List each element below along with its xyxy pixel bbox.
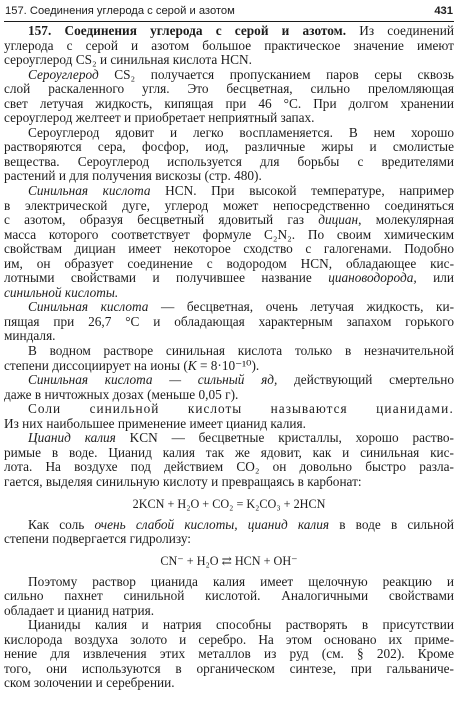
text-run: 157. Соединения углерода с серой и азотом. — [28, 23, 347, 38]
text-run: того, они используются в органическом синтезе, при гальваниче- — [4, 660, 454, 676]
text-run: в электрической дуге, углерод может непосредственно соединяться — [4, 197, 454, 213]
text-run: Синильная кислота — сильный яд, — [28, 372, 278, 388]
text-line — [4, 228, 454, 243]
text-line — [4, 388, 454, 403]
text-run: даже в ничтожных дозах (меньше 0,05 г). — [4, 386, 239, 402]
text-run: CS₂ получается пропусканием паров серы сквозь — [98, 66, 454, 82]
body-text — [4, 24, 454, 691]
equation — [4, 547, 454, 575]
text-line — [4, 300, 454, 315]
text-run: Цианиды калия и натрия способны растворять в присутствии — [28, 617, 454, 633]
text-run: , молекулярная — [358, 212, 454, 228]
text-line — [4, 633, 454, 648]
text-line — [4, 589, 454, 604]
text-line — [4, 155, 454, 170]
text-line — [4, 82, 454, 97]
text-line — [4, 53, 454, 68]
text-run: сероуглерод CS₂ и синильная кислота HCN. — [4, 52, 252, 68]
text-line — [4, 431, 454, 446]
text-run: им, он образует соединение с водородом HCN, обладающее кис- — [4, 255, 454, 271]
text-line — [4, 647, 454, 662]
text-run: В водном растворе синильная кислота только в незначительной — [28, 343, 454, 359]
text-line — [4, 662, 454, 677]
text-run: действующий смертельно — [277, 372, 454, 388]
text-run: углерода с серой и азотом большое практическое значение имеют — [4, 37, 454, 53]
text-run: Соли синильной кислоты называются — [28, 401, 377, 417]
text-line — [4, 373, 454, 388]
text-run: гается, выделяя синильную кислоту и превращаясь в карбонат: — [4, 473, 362, 489]
text-run: Сероуглерод ядовит и легко воспламеняется. В нем хорошо — [28, 124, 454, 140]
text-line — [4, 271, 454, 286]
text-run: сероуглерод желтеет и приобретает неприятный запах. — [4, 110, 315, 126]
text-line — [4, 446, 454, 461]
text-line — [4, 604, 454, 619]
equation — [4, 490, 454, 518]
text-run: свет летучая жидкость, кипящая при 46 °С. При долгом хранении — [4, 95, 454, 111]
text-run: лотными свойствами и получившее название — [4, 270, 329, 286]
text-run: масса которого соответствует формуле C₂N₂. По своим химическим — [4, 226, 454, 242]
text-line — [4, 475, 454, 490]
text-run: Из них наибольшее применение имеет цианид калия. — [4, 415, 306, 431]
text-run: миндаля. — [4, 328, 56, 344]
text-line — [4, 518, 454, 533]
text-line — [4, 24, 454, 39]
text-run: Синильная кислота — [28, 299, 149, 315]
text-run: кислорода воздуха золото и серебро. На этом основано их приме- — [4, 631, 454, 647]
text-run: сильно пахнет синильной кислотой. Аналогичными свойствами — [4, 588, 454, 604]
text-line — [4, 329, 454, 344]
text-run: Цианид калия — [28, 430, 116, 446]
text-run: HCN. При высокой температуре, например — [150, 183, 454, 199]
text-run: KCN — бесцветные кристаллы, хорошо раство- — [115, 430, 454, 446]
text-run: Синильная кислота — [28, 183, 151, 199]
text-line — [4, 344, 454, 359]
text-line — [4, 417, 454, 432]
text-line — [4, 184, 454, 199]
text-line — [4, 68, 454, 83]
text-run: синильной кислоты. — [4, 284, 119, 300]
text-line — [4, 359, 454, 374]
text-run: = 8·10⁻¹⁰). — [196, 357, 260, 373]
text-run: циановодорода, — [328, 270, 417, 286]
text-run: обладает и цианид натрия. — [4, 602, 155, 618]
text-run: слой раскаленного угля. Это бесцветная, сильно преломляющая — [4, 81, 454, 97]
text-line — [4, 575, 454, 590]
text-run: растворяются сера, фосфор, иод, различные жиры и смолистые — [4, 139, 454, 155]
text-run: степени подвергается гидролизу: — [4, 531, 192, 547]
text-run: — бесцветная, очень летучая жидкость, ки- — [148, 299, 454, 315]
text-run: цианидами. — [376, 401, 454, 417]
text-line — [4, 460, 454, 475]
text-run: K — [187, 357, 197, 373]
text-line — [4, 676, 454, 691]
text-run: пящая при 26,7 °С и обладающая характерным запахом горького — [4, 313, 454, 329]
page-number: 431 — [434, 5, 453, 17]
text-run: вещества. Сероуглерод используется для борьбы с вредителями — [4, 153, 454, 169]
text-run: ском золочении и серебрении. — [4, 675, 175, 691]
text-line — [4, 169, 454, 184]
text-line — [4, 315, 454, 330]
text-run: римые в воде. Цианид калия так же ядовит, как и синильная кис- — [4, 444, 454, 460]
text-line — [4, 111, 454, 126]
text-line — [4, 402, 454, 417]
text-run: 2KCN + H₂O + CO₂ = K₂CO₃ + 2HCN — [132, 496, 326, 511]
text-run: CN⁻ + H₂O ⇄ HCN + OH⁻ — [160, 553, 298, 568]
text-line — [4, 618, 454, 633]
text-run: Сероуглерод — [28, 66, 99, 82]
text-run: лота. На воздухе под действием CO₂ он довольно быстро разла- — [4, 459, 454, 475]
text-run: свойствам дициан имеет некоторое сходство с галогенами. Подобно — [4, 241, 454, 257]
text-line — [4, 213, 454, 228]
running-head-title: 157. Соединения углерода с серой и азотом — [5, 5, 235, 17]
text-line — [4, 257, 454, 272]
text-run: Как соль — [28, 516, 95, 532]
text-line — [4, 199, 454, 214]
text-run: степени диссоциирует на ионы ( — [4, 357, 188, 373]
text-line — [4, 286, 454, 301]
text-line — [4, 97, 454, 112]
text-line — [4, 140, 454, 155]
text-run: дициан — [318, 212, 359, 228]
text-line — [4, 126, 454, 141]
text-run: или — [416, 270, 454, 286]
text-run: растений и для получения вискозы (стр. 480). — [4, 168, 262, 184]
text-run: Из соединений — [346, 23, 454, 38]
running-head — [4, 3, 454, 22]
text-run: очень слабой кислоты, цианид калия — [94, 516, 330, 532]
text-run: в воде в сильной — [329, 516, 454, 532]
text-line — [4, 242, 454, 257]
text-run: Поэтому раствор цианида калия имеет щелочную реакцию и — [28, 573, 454, 589]
text-line — [4, 39, 454, 54]
text-run: с азотом, образуя бесцветный ядовитый газ — [4, 212, 319, 228]
text-line — [4, 532, 454, 547]
text-run: нение для извлечения этих металлов из руд (см. § 202). Кроме — [4, 646, 454, 662]
